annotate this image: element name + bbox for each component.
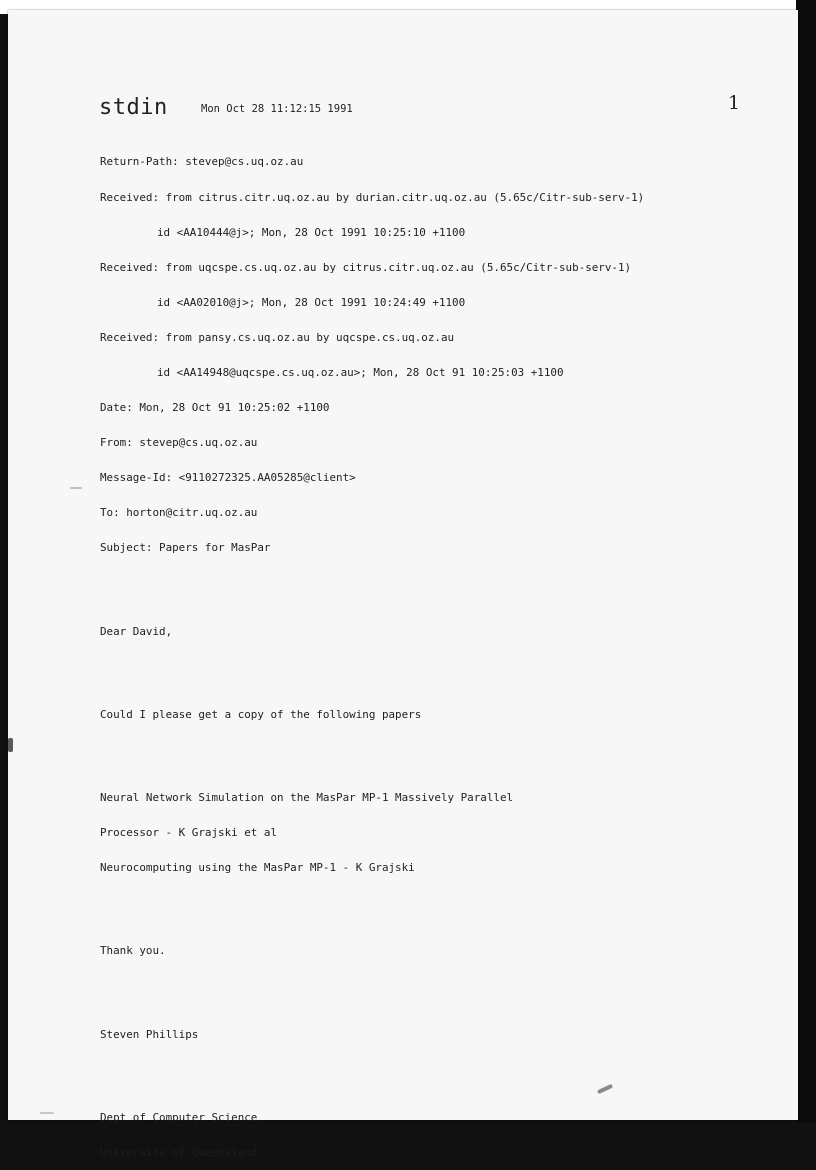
- paper-speck: [40, 1112, 54, 1114]
- paragraph-gap: [100, 672, 644, 685]
- paper-list-line: Processor - K Grajski et al: [100, 826, 278, 840]
- paper-list-line: Neural Network Simulation on the MasPar MP-1 Massively Parallel: [100, 791, 514, 805]
- page-number: 1: [728, 92, 741, 114]
- paper-speck: [70, 487, 82, 489]
- paragraph-gap: [100, 992, 644, 1005]
- greeting: Dear David,: [100, 624, 173, 638]
- header-line: id <AA14948@uqcspe.cs.uq.oz.au>; Mon, 28 Oct 91 10:25:03 +1100: [157, 365, 564, 379]
- header-line: Return-Path: stevep@cs.uq.oz.au: [100, 155, 304, 169]
- from-header: From: stevep@cs.uq.oz.au: [100, 436, 258, 450]
- header-line: id <AA02010@j>; Mon, 28 Oct 1991 10:24:49 +1100: [157, 295, 466, 309]
- print-date: Mon Oct 28 11:12:15 1991: [201, 103, 353, 115]
- document-title: stdin: [99, 95, 168, 120]
- subject-header: Subject: Papers for MasPar: [100, 541, 271, 555]
- header-line: Received: from uqcspe.cs.uq.oz.au by citrus.citr.uq.oz.au (5.65c/Citr-sub-serv-1): [100, 260, 632, 274]
- paper-list-line: Neurocomputing using the MasPar MP-1 - K Grajski: [100, 861, 415, 875]
- header-line: Received: from citrus.citr.uq.oz.au by durian.citr.uq.oz.au (5.65c/Citr-sub-serv-1): [100, 190, 645, 204]
- paragraph-gap: [100, 589, 644, 602]
- request-text: Could I please get a copy of the following papers: [100, 707, 422, 721]
- email-body: [100, 133, 644, 1170]
- to-header: To: horton@citr.uq.oz.au: [100, 506, 258, 520]
- date-header: Date: Mon, 28 Oct 91 10:25:02 +1100: [100, 401, 330, 415]
- header-line: id <AA10444@j>; Mon, 28 Oct 1991 10:25:10 +1100: [157, 225, 466, 239]
- paragraph-gap: [100, 909, 644, 922]
- paragraph-gap: [100, 756, 644, 769]
- scan-right-edge: [796, 0, 816, 1123]
- signature-university: University of Queensland: [100, 1145, 258, 1159]
- closing-thanks: Thank you.: [100, 944, 166, 958]
- paragraph-gap: [100, 1075, 644, 1088]
- paper-speck: [8, 738, 13, 752]
- signature-name: Steven Phillips: [100, 1027, 199, 1041]
- header-line: Received: from pansy.cs.uq.oz.au by uqcspe.cs.uq.oz.au: [100, 330, 455, 344]
- signature-department: Dept of Computer Science: [100, 1110, 258, 1124]
- message-id-header: Message-Id: <9110272325.AA05285@client>: [100, 471, 356, 485]
